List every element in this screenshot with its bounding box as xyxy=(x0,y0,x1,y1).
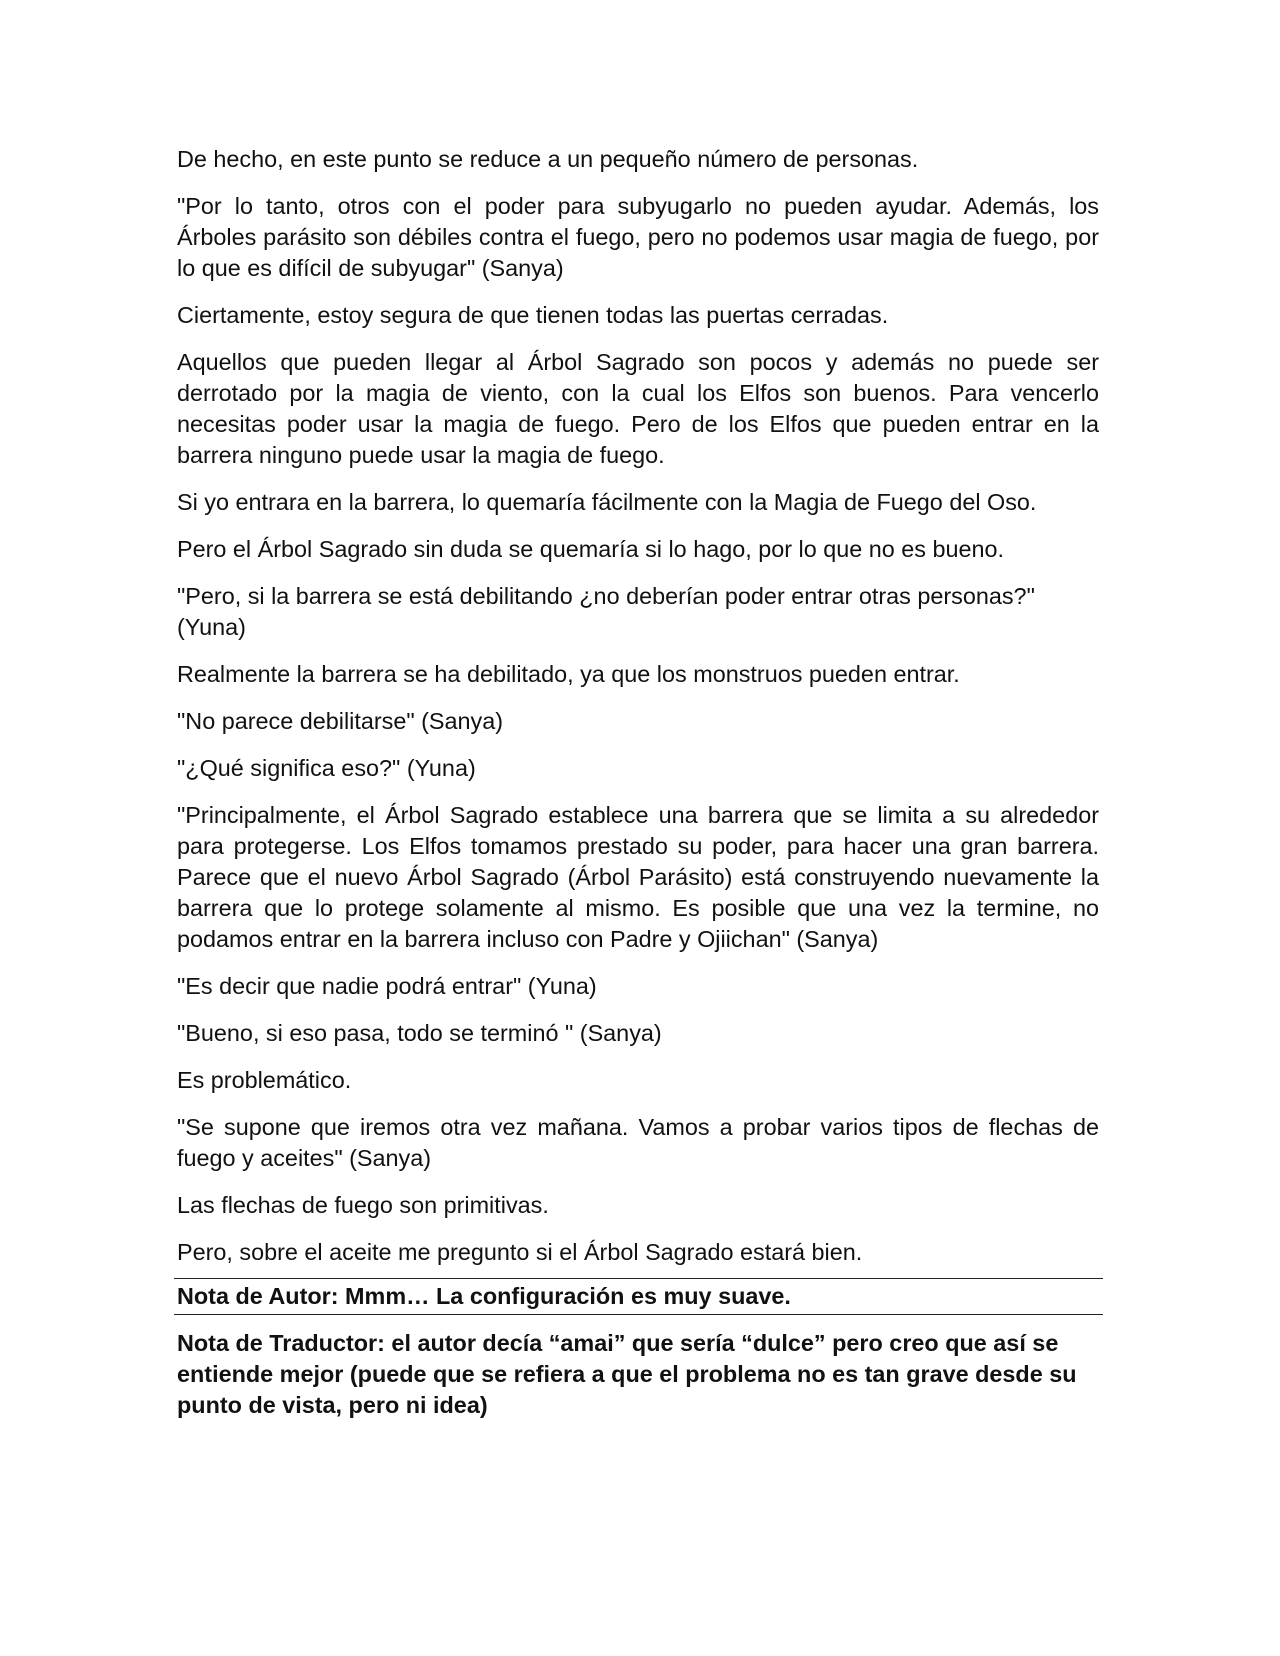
paragraph: "Principalmente, el Árbol Sagrado establece una barrera que se limita a su alrededor para protegerse. Los Elfos tomamos prestado su poder, para hacer una gran barrera. Parece que el nuevo Árbol Sagrado (Árbol Parásito) está construyendo nuevamente la barrera que lo protege solamente al mismo. Es posible que una vez la termine, no podamos entrar en la barrera incluso con Padre y Ojiichan" (Sanya) xyxy=(177,802,1099,952)
paragraph: "No parece debilitarse" (Sanya) xyxy=(177,708,504,734)
paragraph: Pero, sobre el aceite me pregunto si el Árbol Sagrado estará bien. xyxy=(177,1239,863,1265)
paragraph: "Se supone que iremos otra vez mañana. Vamos a probar varios tipos de flechas de fuego y aceites" (Sanya) xyxy=(177,1114,1099,1171)
paragraph: Si yo entrara en la barrera, lo quemaría fácilmente con la Magia de Fuego del Oso. xyxy=(177,489,1037,515)
author-note: Nota de Autor: Mmm… La configuración es muy suave. xyxy=(177,1283,791,1309)
paragraph: Es problemático. xyxy=(177,1067,352,1093)
translator-note: Nota de Traductor: el autor decía “amai” que sería “dulce” pero creo que así se entiende mejor (puede que se refiera a que el problema no es tan grave desde su punto de vista, pero ni idea) xyxy=(177,1330,1077,1418)
paragraph: Realmente la barrera se ha debilitado, ya que los monstruos pueden entrar. xyxy=(177,661,960,687)
paragraph: "¿Qué significa eso?" (Yuna) xyxy=(177,755,476,781)
paragraph: Ciertamente, estoy segura de que tienen todas las puertas cerradas. xyxy=(177,302,889,328)
document-body xyxy=(177,144,1099,1421)
paragraph: De hecho, en este punto se reduce a un pequeño número de personas. xyxy=(177,146,919,172)
paragraph: "Pero, si la barrera se está debilitando ¿no deberían poder entrar otras personas?" (Yuna) xyxy=(177,583,1035,640)
author-note-bottom-rule xyxy=(174,1314,1103,1315)
paragraph: "Por lo tanto, otros con el poder para subyugarlo no pueden ayudar. Además, los Árboles parásito son débiles contra el fuego, pero no podemos usar magia de fuego, por lo que es difícil de subyugar" (Sanya) xyxy=(177,193,1099,281)
paragraph: Las flechas de fuego son primitivas. xyxy=(177,1192,549,1218)
paragraph: Pero el Árbol Sagrado sin duda se quemaría si lo hago, por lo que no es bueno. xyxy=(177,536,1005,562)
paragraph: "Es decir que nadie podrá entrar" (Yuna) xyxy=(177,973,597,999)
paragraph: Aquellos que pueden llegar al Árbol Sagrado son pocos y además no puede ser derrotado por la magia de viento, con la cual los Elfos son buenos. Para vencerlo necesitas poder usar la magia de fuego. Pero de los Elfos que pueden entrar en la barrera ninguno puede usar la magia de fuego. xyxy=(177,349,1099,468)
paragraph: "Bueno, si eso pasa, todo se terminó " (Sanya) xyxy=(177,1020,662,1046)
